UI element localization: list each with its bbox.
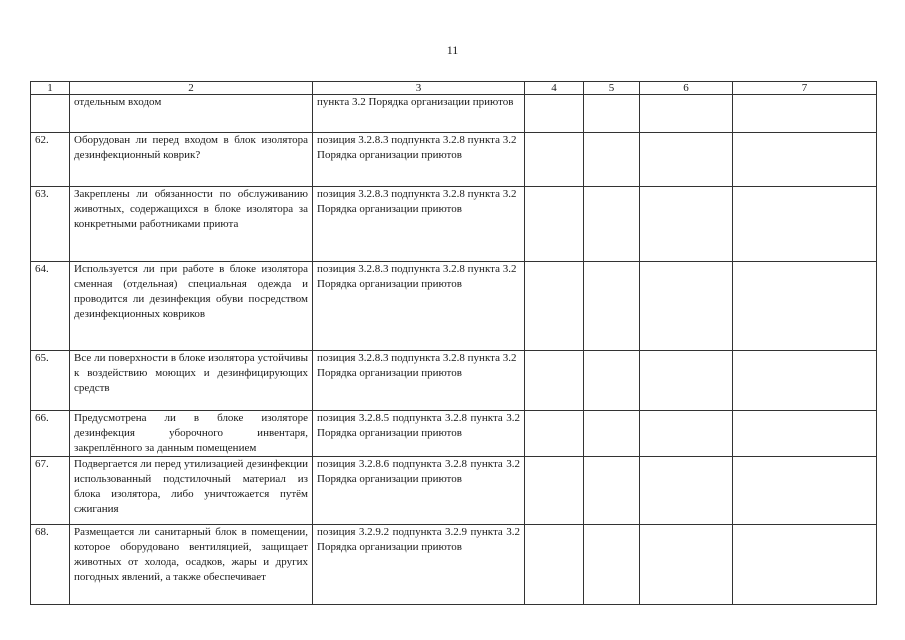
row-number: 63. [31,187,70,262]
empty-cell [640,351,733,411]
empty-cell [525,187,584,262]
empty-cell [525,457,584,525]
empty-cell [733,133,877,187]
requirement-question: Закреплены ли обязанности по обслуживанию животных, содержащихся в блоке изолятора за конкретными работниками приюта [70,187,313,262]
table-row [31,95,877,133]
legal-reference: позиция 3.2.8.5 подпункта 3.2.8 пункта 3.2 Порядка организации приютов [313,411,525,457]
empty-cell [584,525,640,605]
row-number: 67. [31,457,70,525]
empty-cell [525,262,584,351]
table-row [31,351,877,411]
empty-cell [733,525,877,605]
column-header: 4 [525,82,584,95]
empty-cell [733,457,877,525]
requirement-question: Все ли поверхности в блоке изолятора устойчивы к воздействию моющих и дезинфицирующих средств [70,351,313,411]
row-number: 68. [31,525,70,605]
empty-cell [584,187,640,262]
requirement-question: Размещается ли санитарный блок в помещении, которое оборудовано вентиляцией, защищает животных от холода, осадков, жары и других погодных явлений, а также обеспечивает [70,525,313,605]
empty-cell [584,457,640,525]
legal-reference: позиция 3.2.8.6 подпункта 3.2.8 пункта 3.2 Порядка организации приютов [313,457,525,525]
empty-cell [640,525,733,605]
requirement-question: отдельным входом [70,95,313,133]
empty-cell [640,95,733,133]
empty-cell [525,133,584,187]
empty-cell [525,95,584,133]
table-row [31,133,877,187]
row-number: 65. [31,351,70,411]
page-number: 11 [446,43,459,57]
empty-cell [584,262,640,351]
legal-reference: позиция 3.2.8.3 подпункта 3.2.8 пункта 3.2 Порядка организации приютов [313,133,525,187]
empty-cell [733,187,877,262]
table-row [31,187,877,262]
column-header: 7 [733,82,877,95]
empty-cell [640,411,733,457]
empty-cell [525,351,584,411]
checklist-table [30,81,877,605]
column-header: 3 [313,82,525,95]
empty-cell [733,411,877,457]
empty-cell [733,262,877,351]
row-number: 66. [31,411,70,457]
empty-cell [640,187,733,262]
table-row [31,525,877,605]
empty-cell [640,262,733,351]
empty-cell [733,351,877,411]
empty-cell [733,95,877,133]
table-row [31,262,877,351]
empty-cell [640,133,733,187]
row-number [31,95,70,133]
legal-reference: позиция 3.2.8.3 подпункта 3.2.8 пункта 3.2 Порядка организации приютов [313,351,525,411]
column-header: 5 [584,82,640,95]
empty-cell [584,351,640,411]
legal-reference: позиция 3.2.8.3 подпункта 3.2.8 пункта 3.2 Порядка организации приютов [313,187,525,262]
row-number: 64. [31,262,70,351]
empty-cell [525,525,584,605]
header-row [31,82,877,95]
empty-cell [525,411,584,457]
table-row [31,411,877,457]
empty-cell [640,457,733,525]
requirement-question: Оборудован ли перед входом в блок изолятора дезинфекционный коврик? [70,133,313,187]
empty-cell [584,95,640,133]
legal-reference: позиция 3.2.8.3 подпункта 3.2.8 пункта 3.2 Порядка организации приютов [313,262,525,351]
row-number: 62. [31,133,70,187]
legal-reference: позиция 3.2.9.2 подпункта 3.2.9 пункта 3.2 Порядка организации приютов [313,525,525,605]
column-header: 2 [70,82,313,95]
empty-cell [584,411,640,457]
requirement-question: Предусмотрена ли в блоке изоляторе дезинфекция уборочного инвентаря, закреплённого за данным помещением [70,411,313,457]
requirement-question: Используется ли при работе в блоке изолятора сменная (отдельная) специальная одежда и проводится ли дезинфекция обуви посредством дезинфекционных ковриков [70,262,313,351]
legal-reference: пункта 3.2 Порядка организации приютов [313,95,525,133]
column-header: 6 [640,82,733,95]
requirement-question: Подвергается ли перед утилизацией дезинфекции использованный подстилочный материал из блока изолятора, либо уничтожается путём сжигания [70,457,313,525]
empty-cell [584,133,640,187]
column-header: 1 [31,82,70,95]
table-row [31,457,877,525]
